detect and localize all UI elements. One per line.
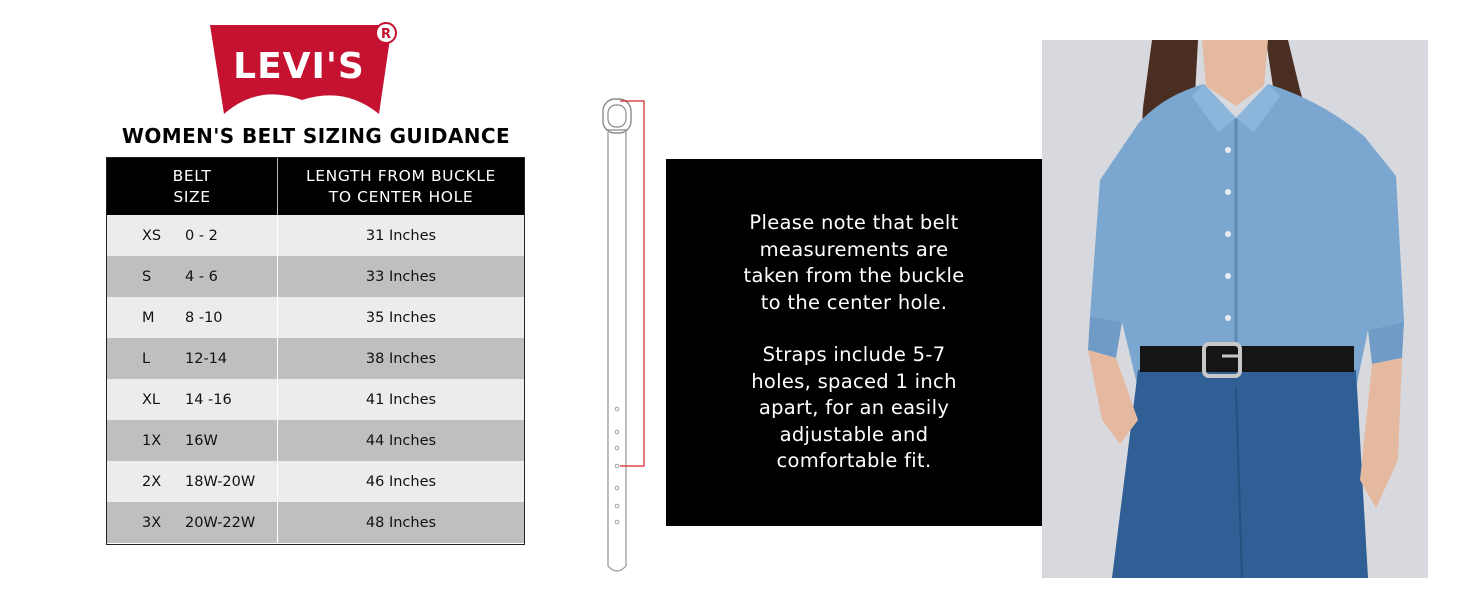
size-code: 3X — [142, 514, 162, 531]
table-row — [107, 297, 524, 338]
page-title: WOMEN'S BELT SIZING GUIDANCE — [121, 124, 511, 148]
belt-length: 44 Inches — [365, 432, 437, 449]
levis-logo — [210, 22, 410, 116]
belt-length: 31 Inches — [365, 227, 437, 244]
table-row — [107, 502, 524, 543]
belt-length: 33 Inches — [365, 268, 437, 285]
note-paragraph: Straps include 5-7 holes, spaced 1 inch apart, for an easily adjustable and comfortable fit. — [751, 343, 957, 473]
belt-length: 41 Inches — [365, 391, 437, 408]
size-code: M — [142, 309, 155, 326]
belt-length: 35 Inches — [365, 309, 437, 326]
belt-length: 38 Inches — [365, 350, 437, 367]
table-row — [107, 256, 524, 297]
size-range: 8 -10 — [185, 309, 223, 326]
size-table — [106, 157, 525, 545]
size-range: 14 -16 — [185, 391, 232, 408]
size-range: 12-14 — [185, 350, 228, 367]
size-code: S — [142, 268, 152, 285]
table-row — [107, 379, 524, 420]
size-code: L — [142, 350, 151, 367]
model-photo — [1042, 40, 1428, 578]
svg-text:LEVI'S: LEVI'S — [233, 46, 365, 87]
size-range: 18W-20W — [185, 473, 256, 490]
header-belt-size: BELT SIZE — [107, 158, 278, 215]
belt-measurement-note — [666, 159, 1042, 526]
svg-text:R: R — [380, 27, 392, 42]
size-code: 1X — [142, 432, 162, 449]
size-range: 0 - 2 — [185, 227, 218, 244]
table-row — [107, 420, 524, 461]
table-row — [107, 215, 524, 256]
size-range: 16W — [185, 432, 218, 449]
size-code: 2X — [142, 473, 162, 490]
table-header — [107, 158, 524, 215]
belt-length: 48 Inches — [365, 514, 437, 531]
size-range: 20W-22W — [185, 514, 256, 531]
table-row — [107, 338, 524, 379]
table-row — [107, 461, 524, 502]
size-range: 4 - 6 — [185, 268, 218, 285]
belt-diagram — [598, 96, 650, 576]
size-code: XS — [142, 227, 162, 244]
size-code: XL — [142, 391, 161, 408]
note-paragraph: Please note that belt measurements are taken from the buckle to the center hole. — [743, 211, 965, 314]
belt-length: 46 Inches — [365, 473, 437, 490]
header-length: LENGTH FROM BUCKLE TO CENTER HOLE — [306, 166, 496, 206]
